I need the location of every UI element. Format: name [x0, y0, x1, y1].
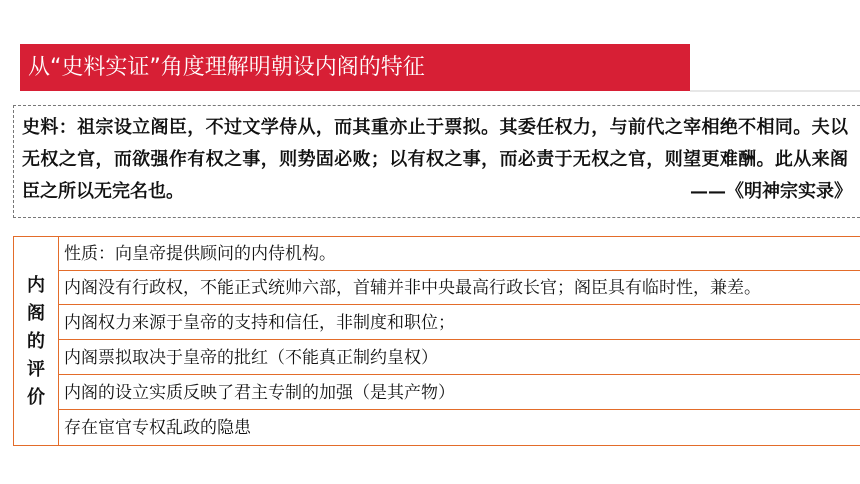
table-row: [59, 306, 860, 340]
table-row: [59, 237, 860, 271]
evaluation-table: [13, 236, 860, 446]
divider-line: [690, 90, 860, 92]
table-row: [59, 376, 860, 410]
page-title: 从“史料实证”角度理解明朝设内阁的特征: [28, 55, 425, 80]
row-text: 内阁权力来源于皇帝的支持和信任，非制度和职位；: [64, 313, 455, 333]
source-excerpt: 史料：祖宗设立阁臣，不过文学侍从，而其重亦止于票拟。其委任权力，与前代之宰相绝不相同。夫以无权之官，而欲强作有权之事，则势固必败；以有权之事，而必责于无权之官，则望更难酬。此从来阁臣之所以无完名也。: [22, 117, 848, 202]
table-row: [59, 411, 860, 445]
table-row: [59, 271, 860, 305]
row-text: 内阁没有行政权，不能正式统帅六部，首辅并非中央最高行政长官；阁臣具有临时性，兼差。: [64, 278, 761, 298]
row-text: 内阁票拟取决于皇帝的批红（不能真正制约皇权）: [64, 348, 438, 368]
table-row: [59, 341, 860, 375]
row-text: 性质：向皇帝提供顾问的内侍机构。: [64, 244, 336, 264]
row-text: 存在宦官专权乱政的隐患: [64, 418, 251, 438]
table-header-cell: [14, 237, 59, 446]
table-header: 内阁的评价: [27, 274, 45, 408]
source-citation: ——《明神宗实录》: [690, 181, 852, 202]
row-text: 内阁的设立实质反映了君主专制的加强（是其产物）: [64, 383, 455, 403]
